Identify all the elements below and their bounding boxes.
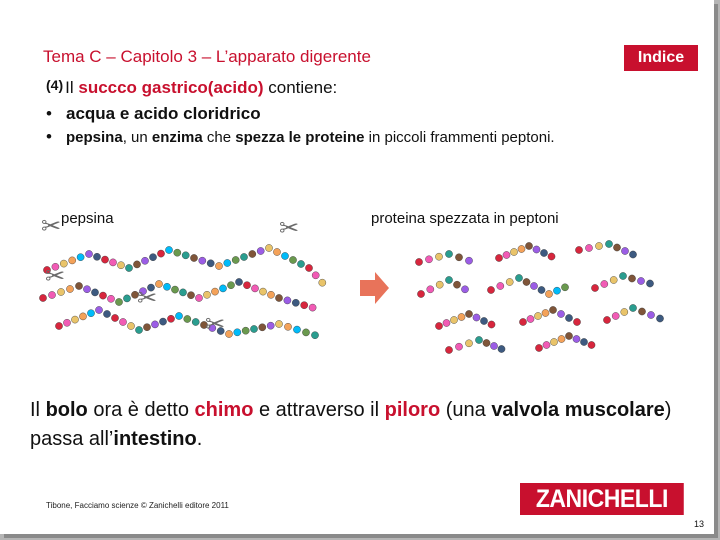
para-text: e attraverso il [253,399,385,421]
amino-acid-bead [75,282,82,289]
bullet-item [46,127,555,147]
amino-acid-bead [101,256,108,263]
amino-acid-bead [475,336,482,343]
amino-acid-bead [455,254,462,261]
amino-acid-bead [503,251,510,258]
amino-acid-bead [297,260,304,267]
amino-acid-bead [115,298,122,305]
amino-acid-bead [232,256,239,263]
amino-acid-bead [558,335,565,342]
amino-acid-bead [159,318,166,325]
amino-acid-bead [119,318,126,325]
intro-post: contiene: [263,78,338,97]
amino-acid-bead [543,341,550,348]
amino-acid-bead [95,306,102,313]
amino-acid-bead [621,247,628,254]
amino-acid-bead [619,272,626,279]
amino-acid-bead [240,253,247,260]
amino-acid-bead [77,254,84,261]
amino-acid-bead [628,275,635,282]
amino-acid-bead [312,272,319,279]
para-text: Il [30,399,46,421]
item-number: (4) [46,77,64,93]
amino-acid-bead [259,324,266,331]
peptide-fragments [415,240,663,353]
protein-chains-left [39,244,326,338]
amino-acid-bead [580,338,587,345]
amino-acid-bead [66,285,73,292]
amino-acid-bead [621,308,628,315]
amino-acid-bead [425,256,432,263]
intro-line [46,78,337,98]
credit-text: Tibone, Facciamo scienze © Zanichelli editore 2011 [46,501,229,510]
amino-acid-bead [497,282,504,289]
para-text: ) passa all’ [30,399,672,450]
amino-acid-bead [561,284,568,291]
amino-acid-bead [55,322,62,329]
amino-acid-bead [265,244,272,251]
amino-acid-bead [250,325,257,332]
amino-acid-bead [612,312,619,319]
amino-acid-bead [184,315,191,322]
body-paragraph [30,396,700,454]
amino-acid-bead [417,290,424,297]
amino-acid-bead [443,319,450,326]
amino-acid-bead [273,248,280,255]
amino-acid-bead [83,286,90,293]
amino-acid-bead [171,286,178,293]
para-highlight: piloro [384,399,441,421]
bullet-item [46,104,261,124]
amino-acid-bead [549,306,556,313]
peptoni-label: proteina spezzata in peptoni [371,210,559,227]
intro-highlight: succco gastrico(acido) [78,78,264,97]
amino-acid-bead [293,326,300,333]
amino-acid-bead [656,315,663,322]
bullet-text: acqua e acido cloridrico [66,104,261,123]
arrow-icon [360,272,389,304]
amino-acid-bead [215,262,222,269]
amino-acid-bead [143,324,150,331]
amino-acid-bead [638,308,645,315]
amino-acid-bead [211,288,218,295]
amino-acid-bead [85,250,92,257]
amino-acid-bead [207,260,214,267]
amino-acid-bead [302,329,309,336]
amino-acid-bead [515,274,522,281]
amino-acid-bead [123,295,130,302]
amino-acid-bead [93,253,100,260]
amino-acid-bead [63,319,70,326]
amino-acid-bead [133,261,140,268]
amino-acid-bead [199,257,206,264]
amino-acid-bead [527,315,534,322]
amino-acid-bead [540,249,547,256]
para-highlight: chimo [194,399,254,421]
amino-acid-bead [534,312,541,319]
para-text: . [196,428,203,450]
amino-acid-bead [219,285,226,292]
amino-acid-bead [550,338,557,345]
amino-acid-bead [284,323,291,330]
amino-acid-bead [591,284,598,291]
amino-acid-bead [125,264,132,271]
amino-acid-bead [445,250,452,257]
bullet-bold: spezza le proteine [235,129,365,146]
amino-acid-bead [461,286,468,293]
amino-acid-bead [149,254,156,261]
amino-acid-bead [506,278,513,285]
amino-acid-bead [610,276,617,283]
amino-acid-bead [573,335,580,342]
amino-acid-bead [157,250,164,257]
amino-acid-bead [165,246,172,253]
amino-acid-bead [518,245,525,252]
amino-acid-bead [453,281,460,288]
amino-acid-bead [87,310,94,317]
amino-acid-bead [605,240,612,247]
amino-acid-bead [305,264,312,271]
index-button[interactable]: Indice [624,45,698,71]
amino-acid-bead [490,342,497,349]
amino-acid-bead [498,345,505,352]
amino-acid-bead [415,258,422,265]
amino-acid-bead [575,246,582,253]
amino-acid-bead [259,288,266,295]
amino-acid-bead [301,302,308,309]
amino-acid-bead [542,309,549,316]
amino-acid-bead [613,244,620,251]
amino-acid-bead [111,314,118,321]
amino-acid-bead [435,322,442,329]
amino-acid-bead [243,282,250,289]
amino-acid-bead [267,322,274,329]
amino-acid-bead [530,282,537,289]
amino-acid-bead [257,247,264,254]
para-bold: valvola muscolare [491,399,665,421]
amino-acid-bead [249,250,256,257]
bullet-text: in piccoli frammenti peptoni. [364,129,555,146]
amino-acid-bead [311,332,318,339]
amino-acid-bead [309,304,316,311]
scissors-icon: ✂ [279,214,300,242]
amino-acid-bead [487,286,494,293]
amino-acid-bead [242,327,249,334]
amino-acid-bead [495,254,502,261]
amino-acid-bead [251,285,258,292]
para-text: ora è detto [87,399,195,421]
amino-acid-bead [538,286,545,293]
amino-acid-bead [473,314,480,321]
amino-acid-bead [535,344,542,351]
intro-pre: Il [65,78,79,97]
amino-acid-bead [445,346,452,353]
bullet-bold: enzima [151,129,203,146]
amino-acid-bead [585,244,592,251]
amino-acid-bead [227,282,234,289]
amino-acid-bead [192,318,199,325]
amino-acid-bead [225,330,232,337]
amino-acid-bead [235,278,242,285]
bullet-bold: pepsina [66,129,123,146]
bullet-text: che [202,129,236,146]
amino-acid-bead [647,311,654,318]
amino-acid-bead [553,287,560,294]
amino-acid-bead [109,259,116,266]
amino-acid-bead [174,249,181,256]
amino-acid-bead [637,277,644,284]
scissors-icon: ✂ [137,284,158,312]
amino-acid-bead [488,321,495,328]
amino-acid-bead [548,253,555,260]
page-title: Tema C – Capitolo 3 – L’apparato digerente [43,47,371,66]
amino-acid-bead [39,294,46,301]
amino-acid-bead [71,316,78,323]
amino-acid-bead [565,332,572,339]
para-bold: intestino [113,428,197,450]
amino-acid-bead [267,291,274,298]
amino-acid-bead [289,256,296,263]
pepsin-label: pepsina [61,210,114,227]
amino-acid-bead [292,299,299,306]
amino-acid-bead [435,253,442,260]
amino-acid-bead [545,290,552,297]
amino-acid-bead [510,248,517,255]
amino-acid-bead [151,321,158,328]
amino-acid-bead [595,242,602,249]
amino-acid-bead [573,318,580,325]
amino-acid-bead [187,292,194,299]
scissors-icon: ✂ [41,212,62,240]
amino-acid-bead [588,341,595,348]
amino-acid-bead [48,291,55,298]
amino-acid-bead [319,279,326,286]
amino-acid-bead [646,280,653,287]
amino-acid-bead [275,320,282,327]
amino-acid-bead [281,252,288,259]
arrow-icon [360,272,389,304]
amino-acid-bead [450,316,457,323]
amino-acid-bead [533,246,540,253]
amino-acid-bead [629,251,636,258]
amino-acid-bead [427,286,434,293]
amino-acid-bead [107,295,114,302]
scissors-icon: ✂ [205,310,226,338]
amino-acid-bead [182,252,189,259]
amino-acid-bead [190,254,197,261]
amino-acid-bead [127,322,134,329]
amino-acid-bead [275,294,282,301]
amino-acid-bead [163,283,170,290]
amino-acid-bead [195,294,202,301]
amino-acid-bead [557,310,564,317]
para-bold: bolo [45,399,88,421]
amino-acid-bead [203,291,210,298]
amino-acid-bead [99,292,106,299]
amino-acid-bead [103,310,110,317]
amino-acid-bead [224,259,231,266]
bullet-text: , un [122,129,152,146]
publisher-logo: ZANICHELLI [520,483,684,515]
amino-acid-bead [117,262,124,269]
amino-acid-bead [480,317,487,324]
protein-chain-figure [29,198,691,368]
amino-acid-bead [175,312,182,319]
bullet-icon: • [46,104,52,123]
amino-acid-bead [465,257,472,264]
amino-acid-bead [284,297,291,304]
amino-acid-bead [523,278,530,285]
amino-acid-bead [603,316,610,323]
bullet-icon: • [46,127,52,146]
page-number: 13 [694,519,705,529]
amino-acid-bead [135,326,142,333]
amino-acid-bead [525,242,532,249]
amino-acid-bead [79,313,86,320]
digestion-illustration [29,198,691,368]
amino-acid-bead [565,314,572,321]
amino-acid-bead [465,340,472,347]
para-text: (una [440,399,492,421]
amino-acid-bead [141,257,148,264]
amino-acid-bead [436,281,443,288]
amino-acid-bead [234,329,241,336]
amino-acid-bead [179,289,186,296]
amino-acid-bead [69,257,76,264]
amino-acid-bead [91,289,98,296]
amino-acid-bead [519,318,526,325]
amino-acid-bead [465,310,472,317]
amino-acid-bead [629,304,636,311]
scissors-icon: ✂ [45,262,66,290]
amino-acid-bead [167,315,174,322]
amino-acid-bead [483,339,490,346]
amino-acid-bead [458,313,465,320]
amino-acid-bead [445,276,452,283]
amino-acid-bead [455,343,462,350]
amino-acid-bead [601,280,608,287]
